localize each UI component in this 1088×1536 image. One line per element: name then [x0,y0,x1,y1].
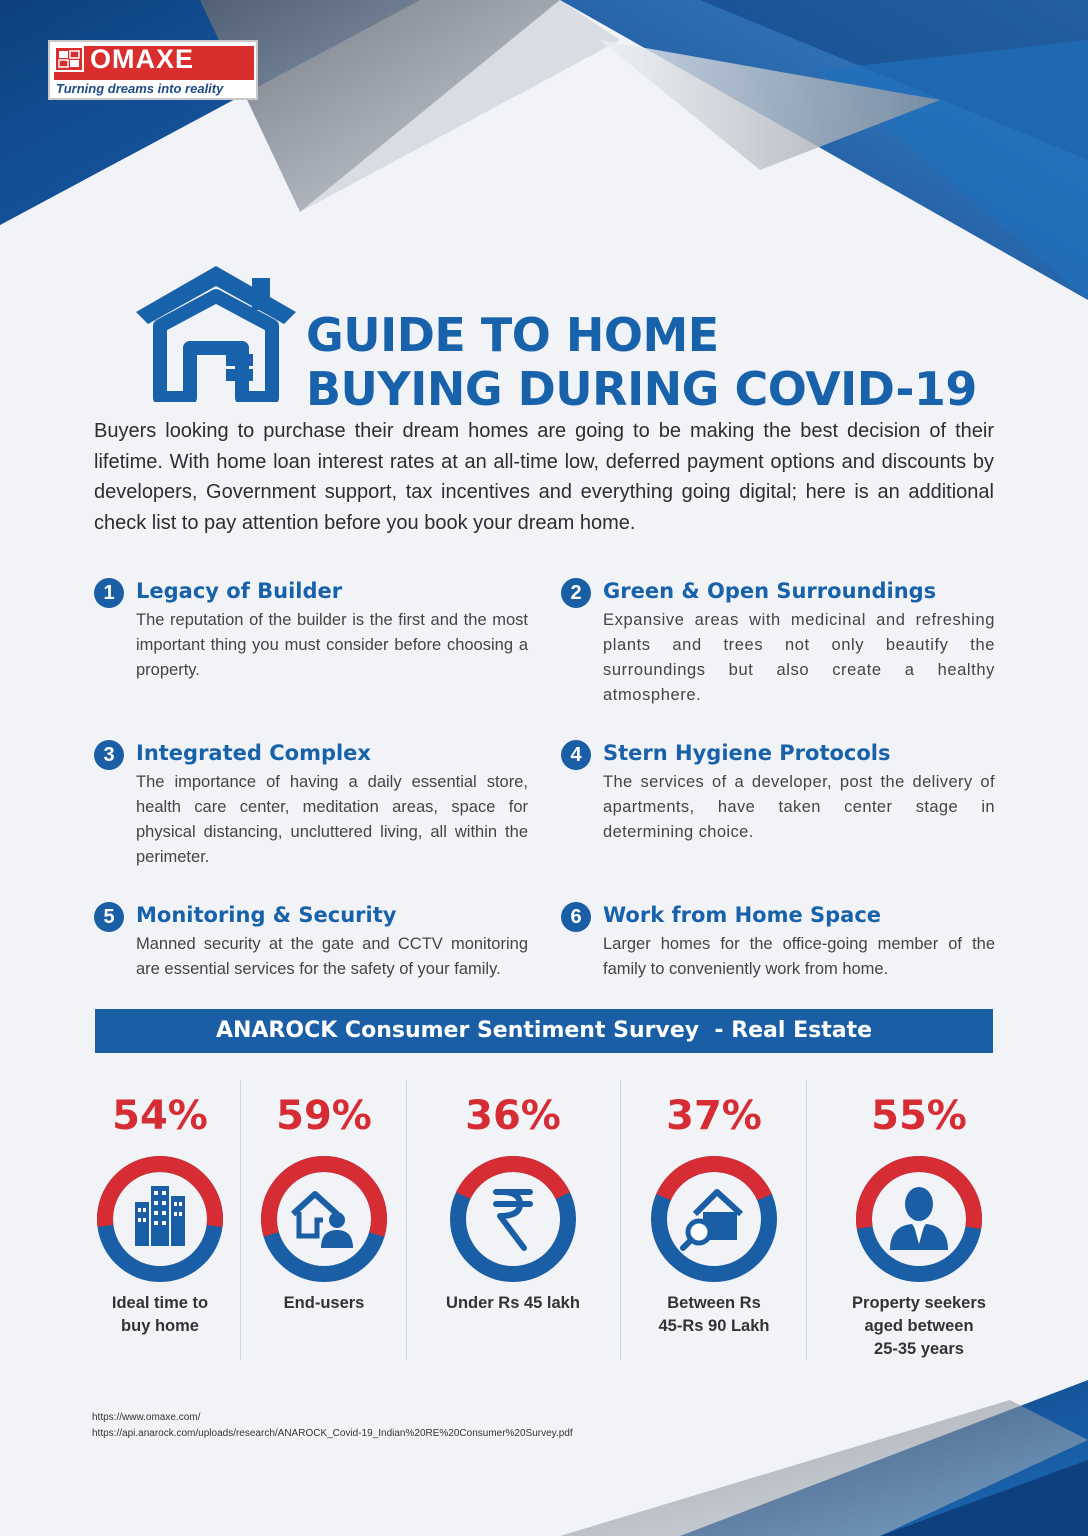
house-search-icon [683,1192,741,1248]
checklist-item-legacy [94,578,534,698]
item-number: 2 [561,578,591,608]
source-link[interactable]: https://api.anarock.com/uploads/research/ANAROCK_Covid-19_Indian%20RE%20Consumer%20Survey.pdf [92,1428,573,1439]
donut-filled-arc [448,1154,578,1284]
title-line-2: BUYING DURING COVID-19 [306,362,977,416]
stat-label: Between Rs 45-Rs 90 Lakh [658,1294,770,1335]
stat-divider [806,1080,807,1360]
intro-paragraph: Buyers looking to purchase their dream homes are going to be making the best decision of their lifetime. With home loan interest rates at an all-time low, deferred payment options and discounts by developers, Government support, tax incentives and everything going digital; here is an additional check list to pay attention before you book your dream home. [94,420,994,534]
item-title: Green & Open Surroundings [603,579,937,603]
checklist-item-integrated [94,740,534,870]
stat-donut [259,1154,389,1284]
stat-donut [95,1154,225,1284]
house-icon [130,262,302,402]
item-title: Stern Hygiene Protocols [603,741,891,765]
stat-label: End-users [283,1294,365,1312]
item-title: Monitoring & Security [136,903,397,927]
stat-label: Under Rs 45 lakh [446,1294,580,1312]
stat-donut [854,1154,984,1284]
stat-percent: 36% [465,1093,561,1139]
item-number: 1 [94,578,124,608]
item-text: Larger homes for the office-going member of the family to conveniently work from home. [603,935,995,978]
person-icon [890,1187,948,1250]
source-link[interactable]: https://www.omaxe.com/ [92,1412,201,1423]
item-number: 3 [94,740,124,770]
logo-wordmark: OMAXE [90,44,195,74]
donut-filled-arc [259,1154,389,1284]
item-text: The services of a developer, post the delivery of apartments, have taken center stage in determining choice. [603,773,995,841]
item-title: Work from Home Space [603,903,882,927]
house-user-icon [293,1194,353,1248]
buildings-icon [135,1186,185,1246]
item-title: Integrated Complex [136,741,371,765]
item-text: The importance of having a daily essential store, health care center, meditation areas, space for physical distancing, uncluttered living, all within the perimeter. [136,773,528,866]
item-text: Expansive areas with medicinal and refreshing plants and trees not only beautify the surroundings but also create a healthy atmosphere. [603,611,995,704]
stat-donut [649,1154,779,1284]
stat-percent: 54% [112,1093,208,1139]
sources [92,1410,573,1442]
stat-divider [240,1080,241,1360]
stat-donut [448,1154,578,1284]
survey-banner: ANAROCK Consumer Sentiment Survey - Real Estate [95,1009,993,1053]
item-title: Legacy of Builder [136,579,343,603]
checklist-item-green [561,578,1001,708]
page-title [306,308,1026,416]
logo-tagline: Turning dreams into reality [56,81,224,96]
stat-label: Ideal time to buy home [111,1294,209,1335]
stat-divider [620,1080,621,1360]
logo-mark-icon [54,46,84,72]
rupee-icon [496,1192,530,1248]
item-number: 5 [94,902,124,932]
title-line-1: GUIDE TO HOME [306,308,719,362]
omaxe-logo [48,40,258,100]
stat-percent: 59% [276,1093,372,1139]
item-text: The reputation of the builder is the first and the most important thing you must consider before choosing a property. [136,611,528,679]
item-number: 4 [561,740,591,770]
checklist-item-security [94,902,534,992]
stat-percent: 37% [666,1093,762,1139]
checklist-item-wfh [561,902,1001,992]
stat-divider [406,1080,407,1360]
item-text: Manned security at the gate and CCTV monitoring are essential services for the safety of your family. [136,935,528,978]
item-number: 6 [561,902,591,932]
stat-percent: 55% [871,1093,967,1139]
checklist-item-hygiene [561,740,1001,850]
stat-label: Property seekers aged between 25-35 years [852,1294,986,1358]
